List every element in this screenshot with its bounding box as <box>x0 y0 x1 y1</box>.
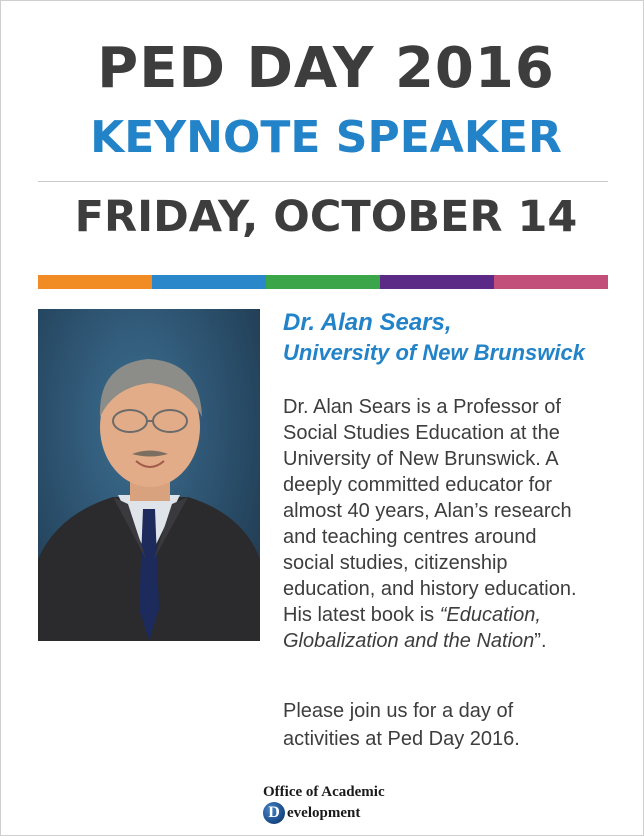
speaker-affiliation: University of New Brunswick <box>283 340 585 365</box>
speaker-photo <box>38 309 260 641</box>
bio-line: deeply committed educator for <box>283 474 553 496</box>
book-title-part2: Globalization and the Nation <box>283 630 535 652</box>
color-stripe-segment <box>152 275 266 289</box>
event-title: PED DAY 2016 <box>97 36 555 101</box>
logo-d-circle-icon: D <box>263 802 285 824</box>
speaker-bio <box>283 394 613 654</box>
bio-line: and teaching centres around <box>283 526 537 548</box>
logo-line1: Office of Academic <box>263 784 385 800</box>
logo-line2: evelopment <box>287 805 361 821</box>
color-stripe-segment <box>266 275 380 289</box>
book-title-end: ”. <box>534 630 547 652</box>
divider <box>38 181 608 182</box>
bio-line: University of New Brunswick. A <box>283 448 559 470</box>
bio-line: social studies, citizenship <box>283 552 508 574</box>
event-date: FRIDAY, OCTOBER 14 <box>74 192 578 242</box>
speaker-portrait-illustration <box>38 309 260 641</box>
bio-line: Social Studies Education at the <box>283 422 560 444</box>
color-stripe-segment <box>38 275 152 289</box>
bio-line <box>283 602 613 628</box>
event-subtitle: KEYNOTE SPEAKER <box>90 112 562 163</box>
bio-line <box>283 628 613 654</box>
invitation-line: Please join us for a day of <box>283 700 514 722</box>
office-logo <box>263 783 403 827</box>
bio-line: almost 40 years, Alan’s research <box>283 500 572 522</box>
invitation-line: activities at Ped Day 2016. <box>283 728 520 750</box>
bio-book-intro: His latest book is <box>283 604 440 626</box>
speaker-name: Dr. Alan Sears, <box>283 309 452 336</box>
color-stripe <box>38 275 608 289</box>
color-stripe-segment <box>380 275 494 289</box>
bio-line: education, and history education. <box>283 578 577 600</box>
bio-line: Dr. Alan Sears is a Professor of <box>283 396 561 418</box>
speaker-heading <box>283 307 623 367</box>
color-stripe-segment <box>494 275 608 289</box>
invitation <box>283 697 613 753</box>
book-title-part1: “Education, <box>439 604 541 626</box>
